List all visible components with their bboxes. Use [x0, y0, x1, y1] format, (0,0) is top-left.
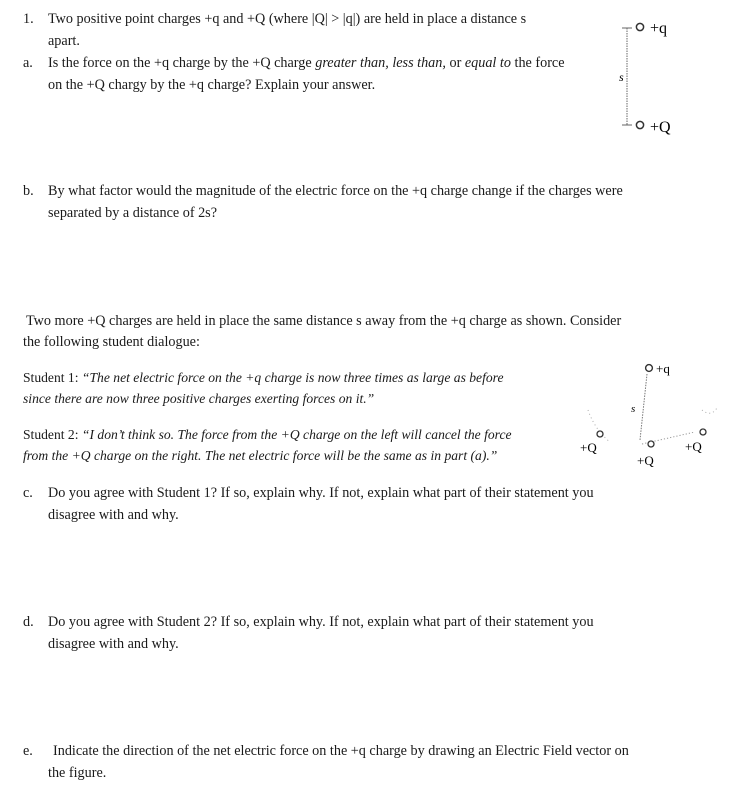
part-d-label: d. [23, 614, 34, 630]
charge-q-dot [636, 23, 643, 30]
charge-Q-label: +Q [650, 119, 671, 136]
part-a-line1-italic2: equal to [464, 55, 511, 71]
fig2-charge-Q-mid-label: +Q [637, 453, 654, 468]
fig2-charge-Q-left-dot [597, 431, 603, 437]
fig2-charge-Q-mid-dot [648, 441, 654, 447]
part-b-label: b. [23, 183, 34, 199]
fig2-separation-line [640, 374, 647, 440]
part-a-label: a. [23, 55, 33, 71]
part-d-line1: Do you agree with Student 2? If so, explain why. If not, explain what part of their statement you [48, 614, 594, 630]
part-a-line1 [48, 52, 565, 74]
part-e-line2: the figure. [48, 765, 107, 781]
part-e-label: e. [23, 743, 33, 759]
fig2-charge-Q-right-label: +Q [685, 439, 702, 454]
part-a-line1-italic: greater than, less than, [315, 55, 446, 71]
student2-line1 [23, 424, 512, 446]
fig2-charge-q-dot [646, 365, 653, 372]
part-a-line2: on the +Q chargy by the +q charge? Explain your answer. [48, 77, 376, 93]
part-d-line2: disagree with and why. [48, 636, 179, 652]
student1-label: Student 1: [23, 370, 82, 385]
fig2-charge-Q-left-label: +Q [580, 440, 597, 455]
charge-Q-dot [636, 121, 643, 128]
fig2-right-arc [702, 406, 718, 413]
part-b-line1: By what factor would the magnitude of the electric force on the +q charge change if the charges were [48, 183, 623, 199]
part-c-line1: Do you agree with Student 1? If so, explain why. If not, explain what part of their statement you [48, 485, 594, 501]
fig2-distance-s-label: s [631, 403, 636, 415]
student1-quote-line1: “The net electric force on the +q charge is now three times as large as before [81, 370, 504, 385]
fig2-charge-Q-right-dot [700, 429, 706, 435]
scenario-intro-line1: Two more +Q charges are held in place the same distance s away from the +q charge as shown. Consider [26, 313, 622, 329]
scenario-intro-line2: the following student dialogue: [23, 334, 200, 350]
part-c-label: c. [23, 485, 33, 501]
part-c-line2: disagree with and why. [48, 507, 179, 523]
distance-s-label: s [619, 70, 624, 84]
part-a-line1-mid: or [445, 55, 465, 71]
question-stem-line2: apart. [48, 33, 80, 49]
part-a-line1-pre: Is the force on the +q charge by the +Q charge [48, 55, 316, 71]
part-e-line1: Indicate the direction of the net electric force on the +q charge by drawing an Electric Field vector on [53, 743, 629, 759]
part-a-line1-post: the force [510, 55, 565, 71]
student2-label: Student 2: [23, 427, 82, 442]
part-b-line2: separated by a distance of 2s? [48, 205, 217, 221]
figure-two-charges [600, 10, 710, 150]
student1-quote-line2: since there are now three positive charges exerting forces on it.” [23, 391, 375, 406]
student2-quote-line2: from the +Q charge on the right. The net electric force will be the same as in part (a).” [23, 448, 498, 463]
charge-q-label: +q [650, 20, 668, 37]
student1-line1 [23, 367, 504, 389]
figure-four-charges [570, 352, 730, 477]
fig2-charge-q-label: +q [656, 361, 670, 376]
question-number: 1. [23, 11, 34, 27]
question-stem-line1: Two positive point charges +q and +Q (where |Q| > |q|) are held in place a distance s [48, 11, 527, 27]
student2-quote-line1: “I don’t think so. The force from the +Q charge on the left will cancel the force [81, 427, 512, 442]
